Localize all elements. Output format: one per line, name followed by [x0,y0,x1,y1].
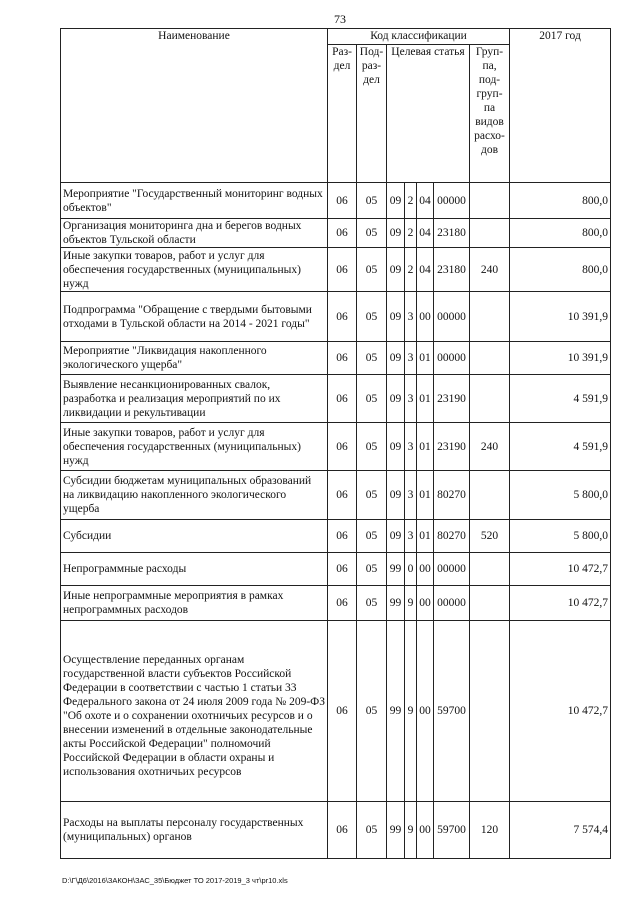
row-expense-group: 240 [470,423,510,471]
row-target-program: 99 [387,802,405,859]
row-section: 06 [328,292,357,342]
row-target-subprogram: 9 [405,802,417,859]
row-target-program: 09 [387,520,405,553]
row-subsection: 05 [357,292,387,342]
row-section: 06 [328,342,357,375]
table-row [61,342,611,375]
row-target-direction: 59700 [434,621,470,802]
row-target-subprogram: 3 [405,292,417,342]
row-target-program: 09 [387,342,405,375]
row-amount: 800,0 [510,248,611,292]
row-target-subprogram: 3 [405,342,417,375]
page-number: 73 [334,12,346,26]
row-subsection: 05 [357,375,387,423]
row-expense-group: 240 [470,248,510,292]
row-target-subprogram: 9 [405,621,417,802]
row-target-direction: 80270 [434,520,470,553]
row-name: Мероприятие "Государственный мониторинг водных объектов" [61,183,328,219]
row-target-subprogram: 9 [405,586,417,621]
row-expense-group: 520 [470,520,510,553]
row-expense-group [470,292,510,342]
table-row [61,520,611,553]
row-target-program: 09 [387,375,405,423]
row-section: 06 [328,375,357,423]
row-target-subprogram: 3 [405,520,417,553]
row-name: Непрограммные расходы [61,553,328,586]
row-target-program: 09 [387,471,405,520]
table-row [61,586,611,621]
row-target-program: 99 [387,586,405,621]
row-target-subprogram: 3 [405,375,417,423]
row-target-direction: 23180 [434,219,470,248]
row-target-subprogram: 3 [405,423,417,471]
row-section: 06 [328,423,357,471]
row-target-event: 04 [417,183,434,219]
row-subsection: 05 [357,586,387,621]
row-target-direction: 00000 [434,553,470,586]
row-amount: 10 391,9 [510,292,611,342]
row-name: Мероприятие "Ликвидация накопленного экологического ущерба" [61,342,328,375]
row-section: 06 [328,520,357,553]
row-target-event: 01 [417,471,434,520]
row-target-subprogram: 2 [405,183,417,219]
row-name: Иные закупки товаров, работ и услуг для обеспечения государственных (муниципальных) нужд [61,423,328,471]
row-target-event: 01 [417,342,434,375]
row-expense-group [470,183,510,219]
row-amount: 800,0 [510,183,611,219]
row-expense-group [470,375,510,423]
header-expense-group: Груп- па, под- груп- па видов расхо- дов [470,45,510,183]
row-amount: 10 391,9 [510,342,611,375]
row-amount: 4 591,9 [510,423,611,471]
file-path-footer: D:\Г\Д6\2016\ЗАКОН\ЗАС_35\Бюджет ТО 2017-2019_3 чт\pr10.xls [62,876,288,885]
row-amount: 4 591,9 [510,375,611,423]
row-amount: 7 574,4 [510,802,611,859]
row-target-direction: 80270 [434,471,470,520]
row-target-program: 09 [387,219,405,248]
row-expense-group [470,219,510,248]
row-target-direction: 00000 [434,342,470,375]
table-header [61,29,611,183]
row-target-direction: 00000 [434,292,470,342]
row-target-event: 01 [417,520,434,553]
row-target-direction: 23190 [434,375,470,423]
row-target-event: 04 [417,219,434,248]
row-target-event: 00 [417,621,434,802]
row-subsection: 05 [357,183,387,219]
row-name: Иные закупки товаров, работ и услуг для обеспечения государственных (муниципальных) нужд [61,248,328,292]
row-subsection: 05 [357,248,387,292]
row-section: 06 [328,183,357,219]
row-amount: 800,0 [510,219,611,248]
table-row [61,248,611,292]
row-target-program: 09 [387,248,405,292]
row-name: Субсидии бюджетам муниципальных образований на ликвидацию накопленного экологического ущерба [61,471,328,520]
row-subsection: 05 [357,553,387,586]
row-target-event: 00 [417,802,434,859]
header-target-article: Целевая статья [387,45,470,183]
row-subsection: 05 [357,802,387,859]
row-name: Иные непрограммные мероприятия в рамках непрограммных расходов [61,586,328,621]
header-code-group: Код классификации [328,29,510,45]
row-section: 06 [328,553,357,586]
row-subsection: 05 [357,423,387,471]
row-expense-group: 120 [470,802,510,859]
row-target-program: 09 [387,423,405,471]
table-body [61,183,611,859]
row-target-event: 01 [417,423,434,471]
row-section: 06 [328,802,357,859]
row-target-direction: 23180 [434,248,470,292]
row-subsection: 05 [357,342,387,375]
row-target-event: 00 [417,586,434,621]
row-subsection: 05 [357,520,387,553]
table-row [61,471,611,520]
header-section: Раз- дел [328,45,357,183]
table-row [61,219,611,248]
row-amount: 10 472,7 [510,621,611,802]
row-target-subprogram: 0 [405,553,417,586]
row-name: Организация мониторинга дна и берегов водных объектов Тульской области [61,219,328,248]
row-subsection: 05 [357,471,387,520]
row-amount: 10 472,7 [510,553,611,586]
row-expense-group [470,586,510,621]
table-row [61,375,611,423]
row-target-direction: 00000 [434,183,470,219]
row-name: Подпрограмма "Обращение с твердыми бытовыми отходами в Тульской области на 2014 - 2021 годы" [61,292,328,342]
row-subsection: 05 [357,219,387,248]
budget-table [60,28,611,859]
row-target-direction: 59700 [434,802,470,859]
row-target-event: 01 [417,375,434,423]
row-name: Выявление несанкционированных свалок, разработка и реализация мероприятий по их ликвидации и рекультивации [61,375,328,423]
row-target-event: 00 [417,292,434,342]
row-name: Субсидии [61,520,328,553]
row-expense-group [470,621,510,802]
row-target-program: 09 [387,292,405,342]
row-name: Осуществление переданных органам государственной власти субъектов Российской Федерации в соответствии с частью 1 статьи 33 Федерального закона от 24 июля 2009 года № 209-ФЗ "Об охоте и о сохранении охотничьих ресурсов и о внесении изменений в отдельные законодательные акты Российской Федерации" полномочий Российской Федерации в области охраны и использования охотничьих ресурсов [61,621,328,802]
table-row [61,802,611,859]
row-expense-group [470,553,510,586]
row-section: 06 [328,471,357,520]
header-name: Наименование [61,29,328,183]
row-amount: 5 800,0 [510,471,611,520]
row-target-event: 00 [417,553,434,586]
row-expense-group [470,342,510,375]
header-year: 2017 год [510,29,611,183]
table-row [61,183,611,219]
row-target-program: 99 [387,553,405,586]
row-amount: 5 800,0 [510,520,611,553]
row-expense-group [470,471,510,520]
row-target-subprogram: 3 [405,471,417,520]
row-target-program: 09 [387,183,405,219]
table-row [61,423,611,471]
table-row [61,621,611,802]
row-target-subprogram: 2 [405,219,417,248]
row-section: 06 [328,219,357,248]
row-target-subprogram: 2 [405,248,417,292]
table-row [61,292,611,342]
row-section: 06 [328,621,357,802]
row-target-program: 99 [387,621,405,802]
row-target-direction: 00000 [434,586,470,621]
row-target-event: 04 [417,248,434,292]
row-section: 06 [328,248,357,292]
row-section: 06 [328,586,357,621]
row-target-direction: 23190 [434,423,470,471]
row-name: Расходы на выплаты персоналу государственных (муниципальных) органов [61,802,328,859]
row-subsection: 05 [357,621,387,802]
table-row [61,553,611,586]
header-subsection: Под- раз- дел [357,45,387,183]
row-amount: 10 472,7 [510,586,611,621]
